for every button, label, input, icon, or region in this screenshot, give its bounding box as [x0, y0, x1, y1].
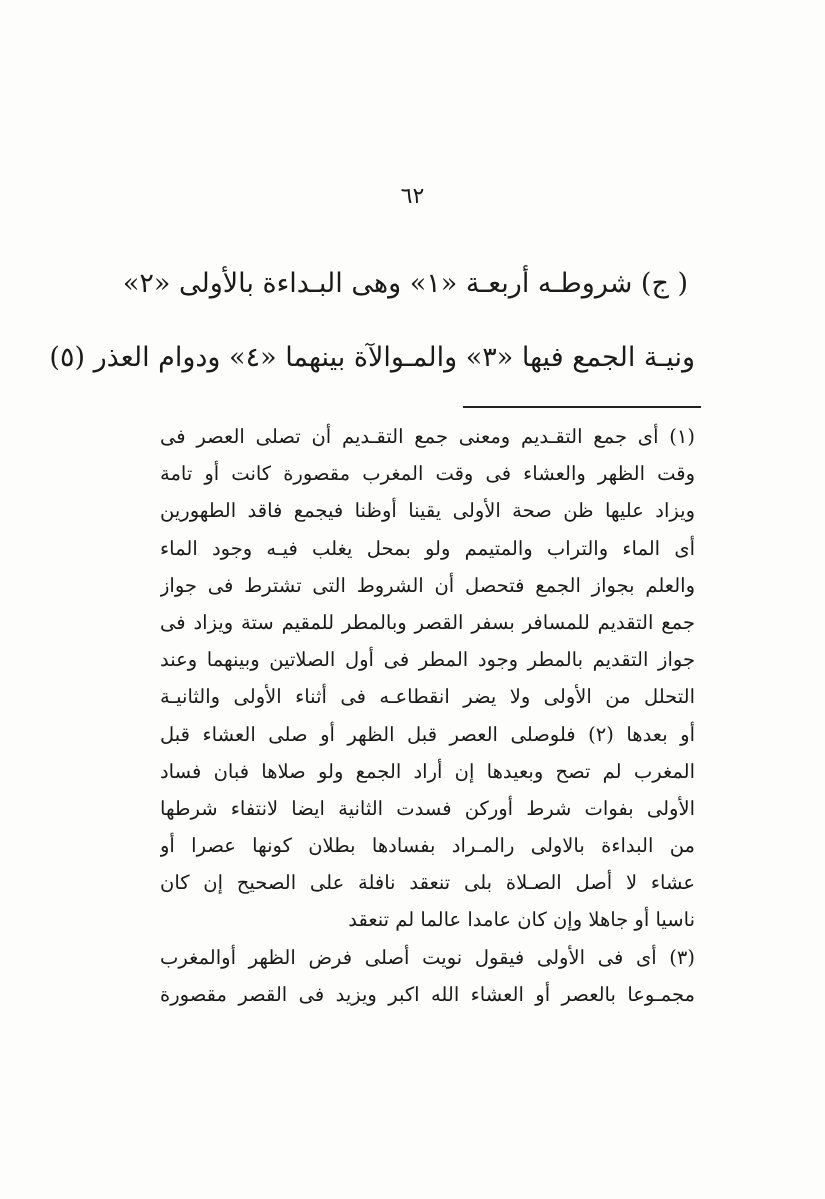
- footnote-line: عشاء لا أصل الصـلاة بلى تنعقد نافلة على الصحيح إن كان: [160, 871, 695, 895]
- footnote-line: ويزاد عليها ظن صحة الأولى يقينا أوظنا فيجمع فاقد الطهورين: [160, 499, 695, 523]
- footnote-line: الأولى بفوات شرط أوركن فسدت الثانية ايضا لانتفاء شرطها: [160, 796, 695, 820]
- footnote-line: مجمـوعا بالعصر أو العشاء الله اكبر ويزيد فى القصر مقصورة: [160, 982, 695, 1006]
- footnote-line: أو بعدها (٢) فلوصلى العصر قبل الظهر أو صلى العشاء قبل: [160, 722, 695, 746]
- footnote-line: من البداءة بالاولى رالمـراد بفسادها بطلان كونها عصرا أو: [160, 834, 695, 858]
- footnote-line: والعلم بجواز الجمع فتحصل أن الشروط التى تشترط فى جواز: [160, 573, 695, 597]
- footnote-line: (٣) أى فى الأولى فيقول نويت أصلى فرض الظهر أوالمغرب: [160, 945, 695, 969]
- footnote-line: وقت الظهر والعشاء فى وقت المغرب مقصورة كانت أو تامة: [160, 462, 695, 486]
- page-number: ٦٢: [400, 184, 425, 209]
- verse-line-2: ونيـة الجمع فيها «٣» والمـوالآة بينهما «٤» ودوام العذر (٥): [49, 342, 695, 373]
- footnotes: [160, 418, 695, 1013]
- footnote-line: (١) أى جمع التقـديم ومعنى جمع التقـديم أن تصلى العصر فى: [160, 425, 695, 448]
- verse-line-1: ( ج) شروطـه أربعـة «١» وهى البـداءة بالأولى «٢»: [122, 268, 688, 299]
- footnote-divider: [463, 406, 701, 408]
- footnote-line: أى الماء والتراب والمتيمم ولو بمحل يغلب فيـه وجود الماء: [160, 536, 695, 560]
- footnote-line: جمع التقديم للمسافر بسفر القصر وبالمطر للمقيم ستة ويزاد فى: [160, 610, 695, 634]
- footnote-line: التحلل من الأولى ولا يضر انقطاعـه فى أثناء الأولى والثانيـة: [160, 685, 695, 709]
- footnote-line: جواز التقديم بالمطر وجود المطر فى أول الصلاتين وبينهما وعند: [160, 648, 695, 672]
- footnote-line: ناسيا أو جاهلا وإن كان عامدا عالما لم تنعقد: [348, 908, 695, 932]
- footnote-line: المغرب لم تصح وبعيدها إن أراد الجمع ولو صلاها فبان فساد: [160, 759, 695, 783]
